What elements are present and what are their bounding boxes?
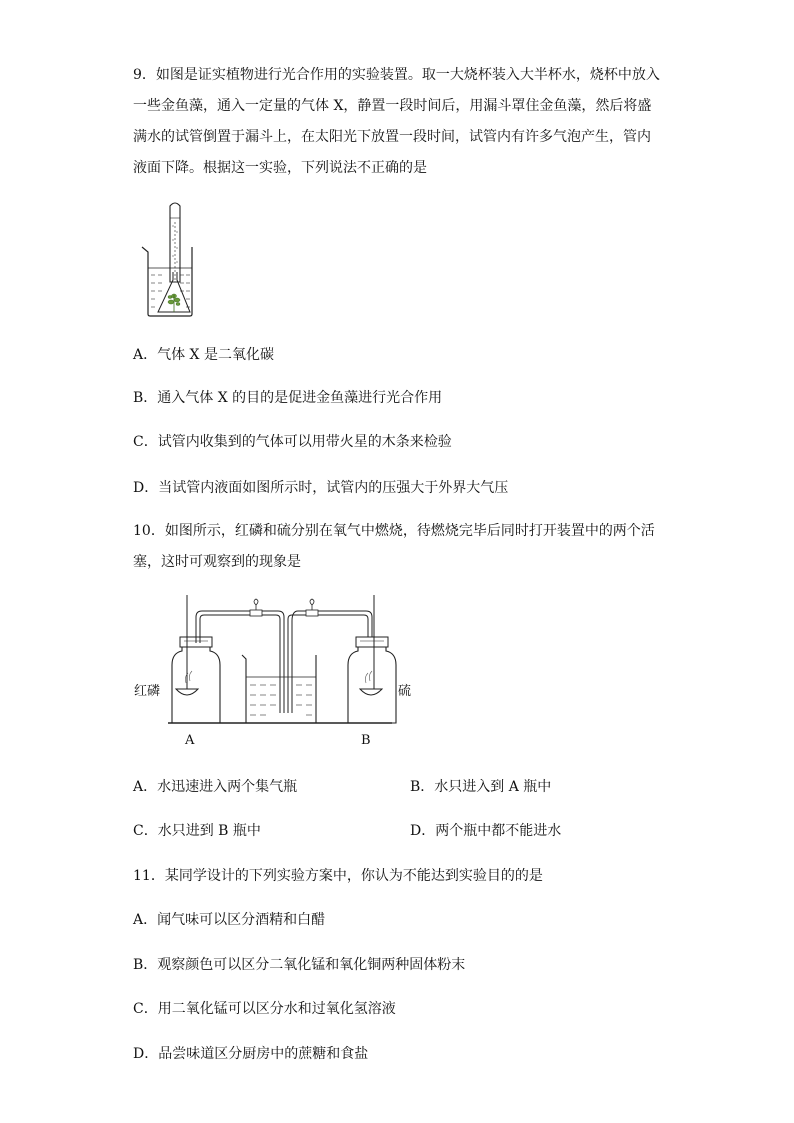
q9-option-a: A．气体 X 是二氧化碳 bbox=[133, 347, 274, 363]
question-11-stem: 11．某同学设计的下列实验方案中，你认为不能达到实验目的的是 bbox=[133, 868, 543, 884]
question-9-stem: 9．如图是证实植物进行光合作用的实验装置。取一大烧杯装入大半杯水，烧杯中放入一些金鱼藻，通入一定量的气体 X，静置一段时间后，用漏斗罩住金鱼藻，然后将盛满水的试管倒置于漏斗上，在太阳光下放置一段时间，试管内有许多气泡产生，管内液面下降。根据这一实验，下列说法不正确的是 bbox=[133, 67, 660, 176]
q9-option-b: B．通入气体 X 的目的是促进金鱼藻进行光合作用 bbox=[133, 390, 443, 406]
q9-option-d: D．当试管内液面如图所示时，试管内的压强大于外界大气压 bbox=[133, 480, 509, 496]
q10-option-c: C．水只进到 B 瓶中 bbox=[133, 823, 261, 839]
photosynthesis-apparatus-figure bbox=[140, 200, 200, 320]
q9-option-c: C．试管内收集到的气体可以用带火星的木条来检验 bbox=[133, 434, 452, 450]
q10-option-d: D．两个瓶中都不能进水 bbox=[410, 823, 562, 839]
label-bottle-b: B bbox=[361, 733, 371, 748]
q11-option-a: A．闻气味可以区分酒精和白醋 bbox=[133, 912, 326, 928]
q11-option-b: B．观察颜色可以区分二氧化锰和氧化铜两种固体粉末 bbox=[133, 957, 466, 973]
label-bottle-a: A bbox=[185, 733, 195, 748]
q10-option-a: A．水迅速进入两个集气瓶 bbox=[133, 779, 298, 795]
combustion-apparatus-figure bbox=[160, 595, 400, 730]
label-sulfur: 硫 bbox=[398, 684, 412, 699]
question-10-stem: 10．如图所示，红磷和硫分别在氧气中燃烧，待燃烧完毕后同时打开装置中的两个活塞，这时可观察到的现象是 bbox=[133, 523, 655, 570]
q11-option-c: C．用二氧化锰可以区分水和过氧化氢溶液 bbox=[133, 1001, 396, 1017]
label-red-phosphorus: 红磷 bbox=[134, 684, 161, 699]
q10-option-b: B．水只进入到 A 瓶中 bbox=[410, 779, 552, 795]
q11-option-d: D．品尝味道区分厨房中的蔗糖和食盐 bbox=[133, 1046, 369, 1062]
